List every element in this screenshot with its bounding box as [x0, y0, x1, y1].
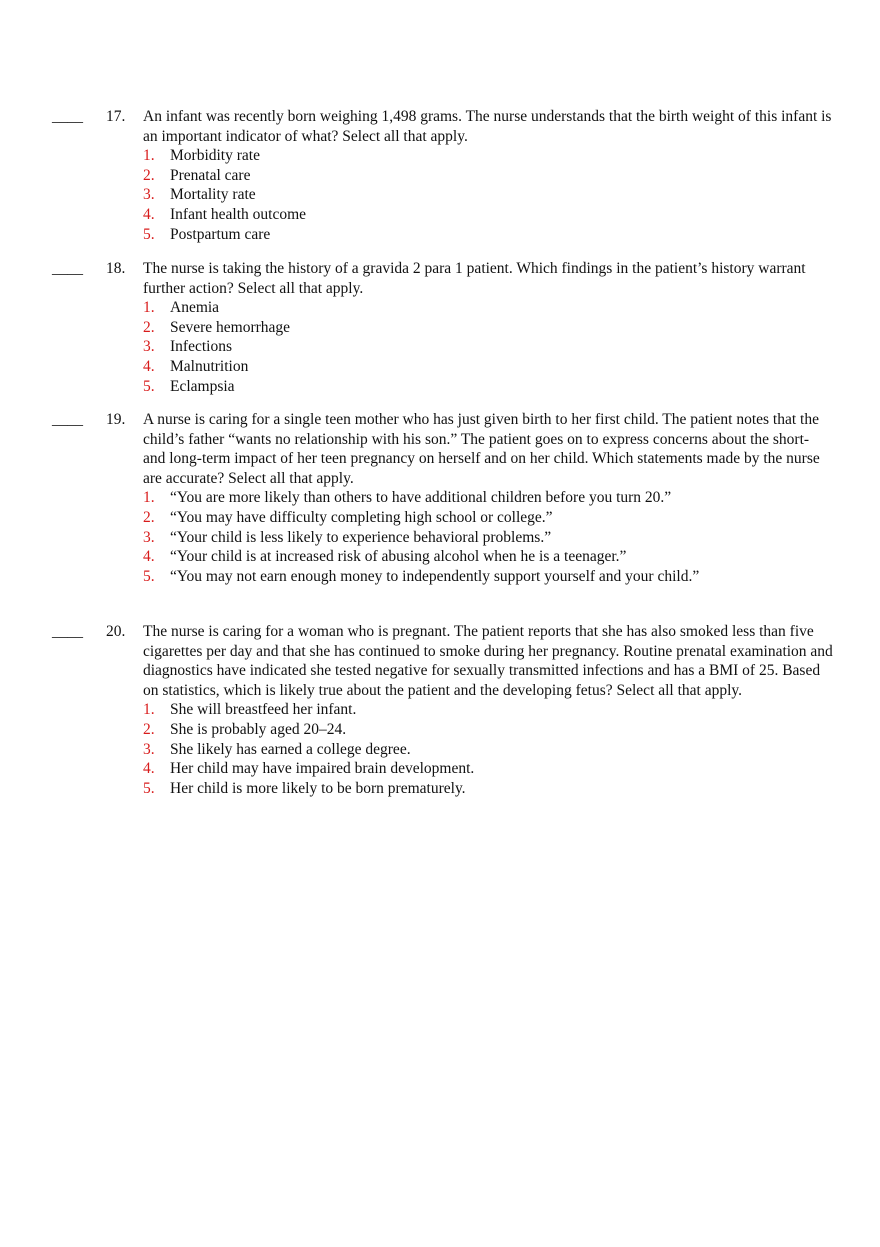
option-number: 2.: [143, 720, 155, 738]
option-list: [143, 146, 833, 244]
option-item[interactable]: [143, 700, 833, 720]
option-item[interactable]: [143, 146, 833, 166]
option-text: Her child may have impaired brain development.: [170, 760, 475, 778]
option-number: 1.: [143, 489, 155, 507]
option-number: 2.: [143, 508, 155, 526]
option-number: 5.: [143, 225, 155, 243]
option-text: Her child is more likely to be born prematurely.: [170, 779, 466, 797]
option-text: Infant health outcome: [170, 205, 307, 223]
option-list: [143, 298, 833, 396]
option-text: “Your child is at increased risk of abusing alcohol when he is a teenager.”: [170, 548, 627, 566]
question-number: 17.: [106, 108, 126, 125]
option-item[interactable]: [143, 166, 833, 186]
question-number: 18.: [106, 260, 126, 277]
option-text: Mortality rate: [170, 186, 256, 204]
option-number: 4.: [143, 760, 155, 778]
answer-blank[interactable]: ____: [52, 411, 83, 428]
question-body: [143, 107, 833, 244]
option-number: 3.: [143, 186, 155, 204]
answer-blank[interactable]: ____: [52, 623, 83, 640]
option-item[interactable]: [143, 357, 833, 377]
option-item[interactable]: [143, 779, 833, 799]
option-number: 5.: [143, 377, 155, 395]
option-number: 1.: [143, 701, 155, 719]
option-item[interactable]: [143, 740, 833, 760]
option-number: 2.: [143, 318, 155, 336]
option-item[interactable]: [143, 547, 833, 567]
option-text: Prenatal care: [170, 166, 251, 184]
option-list: [143, 488, 833, 586]
option-item[interactable]: [143, 377, 833, 397]
option-text: Severe hemorrhage: [170, 318, 291, 336]
answer-blank[interactable]: ____: [52, 260, 83, 277]
option-number: 4.: [143, 357, 155, 375]
question-stem: The nurse is taking the history of a gravida 2 para 1 patient. Which findings in the patient’s history warrant further action? Select all that apply.: [143, 260, 806, 297]
option-item[interactable]: [143, 337, 833, 357]
option-number: 4.: [143, 548, 155, 566]
option-number: 3.: [143, 528, 155, 546]
option-number: 1.: [143, 147, 155, 165]
option-text: Eclampsia: [170, 377, 235, 395]
option-item[interactable]: [143, 318, 833, 338]
question-body: [143, 259, 833, 396]
option-text: “Your child is less likely to experience behavioral problems.”: [170, 528, 552, 546]
option-number: 3.: [143, 740, 155, 758]
option-text: She will breastfeed her infant.: [170, 701, 357, 719]
option-text: “You may not earn enough money to independently support yourself and your child.”: [170, 567, 700, 585]
question-body: [143, 622, 833, 798]
option-list: [143, 700, 833, 798]
option-item[interactable]: [143, 488, 833, 508]
option-item[interactable]: [143, 567, 833, 587]
question-stem: A nurse is caring for a single teen mother who has just given birth to her first child. The patient notes that the child’s father “wants no relationship with his son.” The patient goes on to express concerns about the short- and long-term impact of her teen pregnancy on herself and on her child. Which statements made by the nurse are accurate? Select all that apply.: [143, 411, 820, 487]
option-text: Morbidity rate: [170, 147, 260, 165]
question-stem: An infant was recently born weighing 1,498 grams. The nurse understands that the birth weight of this infant is an important indicator of what? Select all that apply.: [143, 108, 832, 145]
option-text: “You are more likely than others to have additional children before you turn 20.”: [170, 489, 672, 507]
option-item[interactable]: [143, 205, 833, 225]
option-item[interactable]: [143, 185, 833, 205]
option-text: Malnutrition: [170, 357, 249, 375]
option-text: She is probably aged 20–24.: [170, 720, 347, 738]
option-text: “You may have difficulty completing high school or college.”: [170, 508, 553, 526]
option-item[interactable]: [143, 528, 833, 548]
option-text: Infections: [170, 338, 232, 356]
question-stem: The nurse is caring for a woman who is pregnant. The patient reports that she has also smoked less than five cigarettes per day and that she has continued to smoke during her pregnancy. Routine prenatal examination and diagnostics have indicated she tested negative for sexually transmitted infections and has a BMI of 25. Based on statistics, which is likely true about the patient and the developing fetus? Select all that apply.: [143, 623, 833, 699]
option-text: She likely has earned a college degree.: [170, 740, 411, 758]
question-body: [143, 410, 833, 586]
option-text: Postpartum care: [170, 225, 271, 243]
question-number: 20.: [106, 623, 126, 640]
option-item[interactable]: [143, 759, 833, 779]
option-item[interactable]: [143, 298, 833, 318]
option-number: 1.: [143, 299, 155, 317]
option-text: Anemia: [170, 299, 220, 317]
question-number: 19.: [106, 411, 126, 428]
option-number: 5.: [143, 567, 155, 585]
answer-blank[interactable]: ____: [52, 108, 83, 125]
option-number: 4.: [143, 205, 155, 223]
option-item[interactable]: [143, 225, 833, 245]
option-number: 5.: [143, 779, 155, 797]
option-item[interactable]: [143, 508, 833, 528]
option-number: 3.: [143, 338, 155, 356]
option-number: 2.: [143, 166, 155, 184]
option-item[interactable]: [143, 720, 833, 740]
